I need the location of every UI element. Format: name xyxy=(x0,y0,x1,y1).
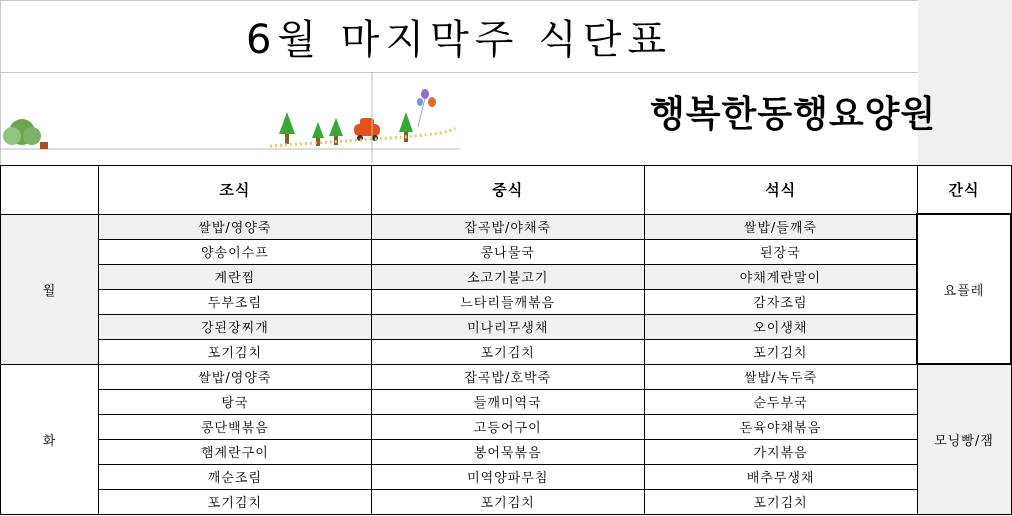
table-row xyxy=(1,214,1012,239)
menu-cell: 잡곡밥/야채죽 xyxy=(371,214,644,239)
menu-cell: 강된장찌개 xyxy=(98,314,371,339)
menu-cell: 쌀밥/녹두죽 xyxy=(644,364,917,389)
menu-cell: 계란찜 xyxy=(98,264,371,289)
menu-cell: 쌀밥/영양죽 xyxy=(98,214,371,239)
menu-cell: 돈육야채볶음 xyxy=(644,414,917,439)
day-label: 월 xyxy=(1,214,99,364)
menu-cell: 봉어묵볶음 xyxy=(371,439,644,464)
menu-cell: 양송이수프 xyxy=(98,239,371,264)
bush xyxy=(3,127,21,145)
bush xyxy=(23,127,41,145)
menu-cell: 감자조림 xyxy=(644,289,917,314)
menu-table xyxy=(0,165,1012,515)
menu-cell: 포기김치 xyxy=(644,339,917,364)
menu-cell: 쌀밥/들깨죽 xyxy=(644,214,917,239)
table-row xyxy=(1,439,1012,464)
organization-name: 행복한동행요양원 xyxy=(650,94,937,135)
tree xyxy=(312,122,324,138)
menu-cell: 콩단백볶음 xyxy=(98,414,371,439)
menu-cell: 쌀밥/영양죽 xyxy=(98,364,371,389)
page-title: 6월 마지막주 식단표 xyxy=(0,0,918,73)
header-blank xyxy=(1,166,99,215)
menu-cell: 포기김치 xyxy=(371,489,644,514)
menu-cell: 배추무생채 xyxy=(644,464,917,489)
balloon xyxy=(417,98,423,106)
menu-cell: 고등어구이 xyxy=(371,414,644,439)
balloon xyxy=(421,89,429,99)
tree xyxy=(399,112,413,132)
balloon xyxy=(428,97,436,107)
basket xyxy=(40,142,48,149)
menu-cell: 깨순조림 xyxy=(98,464,371,489)
header-row xyxy=(1,166,1012,215)
menu-cell: 잡곡밥/호박죽 xyxy=(371,364,644,389)
header-snack: 간식 xyxy=(917,166,1011,215)
menu-cell: 야채계란말이 xyxy=(644,264,917,289)
table-row xyxy=(1,239,1012,264)
scenery-illustration xyxy=(0,72,460,162)
snack-cell: 요플레 xyxy=(917,214,1011,364)
gray-column-fill xyxy=(918,0,1012,165)
day-label: 화 xyxy=(1,364,99,514)
menu-cell: 탕국 xyxy=(98,389,371,414)
table-row xyxy=(1,339,1012,364)
table-row xyxy=(1,364,1012,389)
tree xyxy=(329,118,343,136)
table-row xyxy=(1,289,1012,314)
menu-cell: 포기김치 xyxy=(644,489,917,514)
menu-cell: 두부조림 xyxy=(98,289,371,314)
table-row xyxy=(1,389,1012,414)
menu-cell: 콩나물국 xyxy=(371,239,644,264)
menu-cell: 포기김치 xyxy=(371,339,644,364)
menu-cell: 순두부국 xyxy=(644,389,917,414)
menu-cell: 가지볶음 xyxy=(644,439,917,464)
menu-cell: 미역양파무침 xyxy=(371,464,644,489)
header-lunch: 중식 xyxy=(371,166,644,215)
menu-cell: 소고기불고기 xyxy=(371,264,644,289)
snack-cell: 모닝빵/잼 xyxy=(917,364,1011,514)
menu-cell: 들깨미역국 xyxy=(371,389,644,414)
header-dinner: 석식 xyxy=(644,166,917,215)
menu-cell: 포기김치 xyxy=(98,339,371,364)
menu-cell: 느타리들깨볶음 xyxy=(371,289,644,314)
tree xyxy=(279,112,295,134)
menu-cell: 오이생채 xyxy=(644,314,917,339)
menu-cell: 햄계란구이 xyxy=(98,439,371,464)
table-row xyxy=(1,264,1012,289)
menu-cell: 포기김치 xyxy=(98,489,371,514)
menu-cell: 된장국 xyxy=(644,239,917,264)
table-row xyxy=(1,464,1012,489)
header-breakfast: 조식 xyxy=(98,166,371,215)
table-row xyxy=(1,414,1012,439)
menu-cell: 미나리무생채 xyxy=(371,314,644,339)
table-row xyxy=(1,314,1012,339)
table-row xyxy=(1,489,1012,514)
